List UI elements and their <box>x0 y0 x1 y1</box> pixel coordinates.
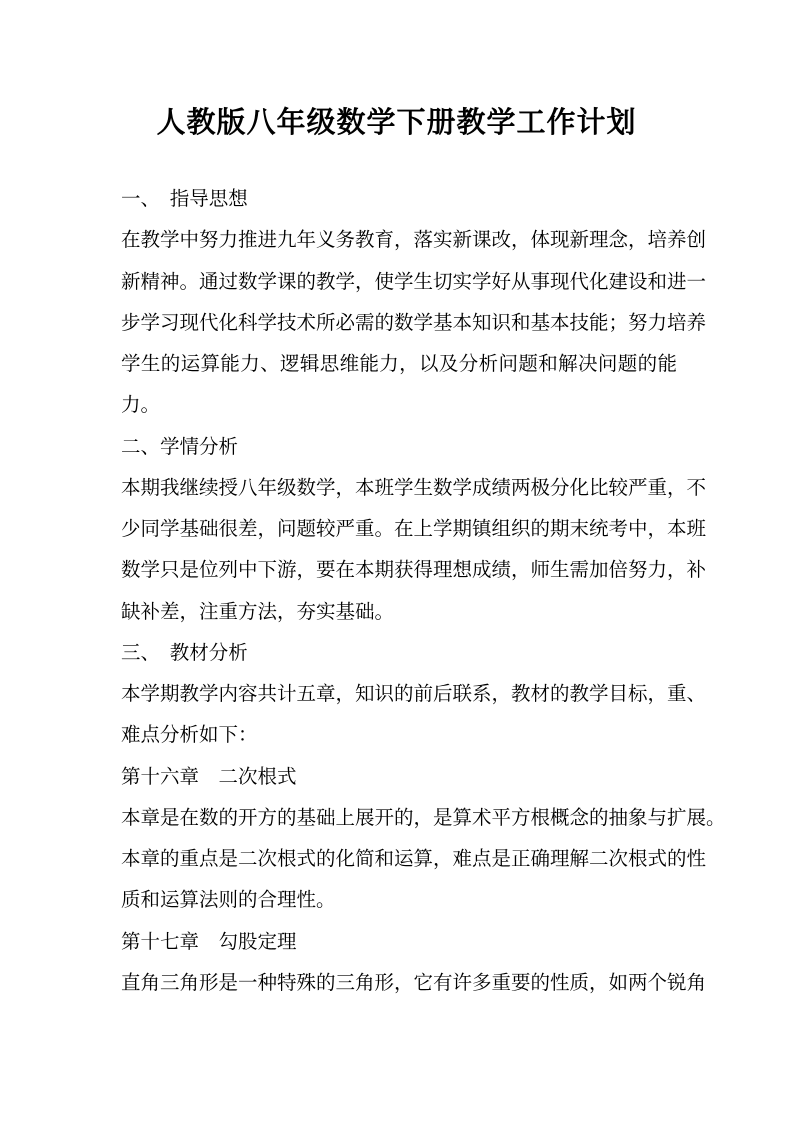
text-line: 第十七章 勾股定理 <box>121 931 297 953</box>
text-line: 缺补差，注重方法，夯实基础。 <box>121 601 395 623</box>
text-line: 在教学中努力推进九年义务教育，落实新课改，体现新理念，培养创 <box>121 230 707 252</box>
text-line: 一、 指导思想 <box>121 189 248 210</box>
text-line: 本章是在数的开方的基础上展开的，是算术平方根概念的抽象与扩展。 <box>121 807 726 829</box>
document-title: 人教版八年级数学下册教学工作计划 <box>156 107 637 139</box>
text-line: 本期我继续授八年级数学，本班学生数学成绩两极分化比较严重，不 <box>121 477 707 499</box>
text-line: 数学只是位列中下游，要在本期获得理想成绩，师生需加倍努力，补 <box>121 560 707 582</box>
text-line: 新精神。通过数学课的教学，使学生切实学好从事现代化建设和进一 <box>121 271 707 293</box>
text-line: 本学期教学内容共计五章，知识的前后联系，教材的教学目标，重、 <box>121 684 707 705</box>
text-line: 直角三角形是一种特殊的三角形，它有许多重要的性质，如两个锐角 <box>121 972 707 994</box>
text-line: 难点分析如下： <box>121 725 258 747</box>
document-body <box>121 186 726 1011</box>
text-line: 少同学基础很差，问题较严重。在上学期镇组织的期末统考中，本班 <box>121 519 707 540</box>
text-line: 力。 <box>121 395 161 417</box>
text-line: 步学习现代化科学技术所必需的数学基本知识和基本技能；努力培养 <box>121 312 707 334</box>
text-line: 第十六章 二次根式 <box>121 766 297 788</box>
text-line: 三、 教材分析 <box>121 642 248 664</box>
text-line: 质和运算法则的合理性。 <box>121 890 336 912</box>
text-line: 学生的运算能力、逻辑思维能力，以及分析问题和解决问题的能 <box>121 354 677 375</box>
text-line: 二、学情分析 <box>121 436 239 458</box>
text-line: 本章的重点是二次根式的化简和运算，难点是正确理解二次根式的性 <box>121 849 707 870</box>
